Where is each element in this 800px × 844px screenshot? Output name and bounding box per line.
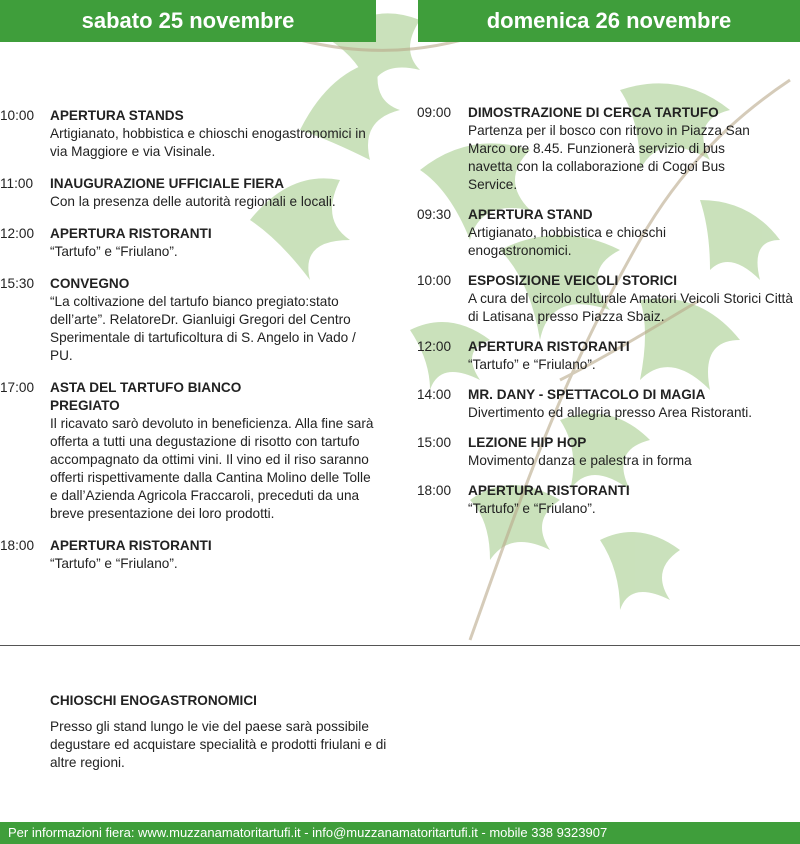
event-title: APERTURA RISTORANTI	[50, 538, 212, 553]
event-title: DIMOSTRAZIONE DI CERCA TARTUFO	[468, 105, 719, 120]
event-item	[417, 272, 800, 326]
event-description: “La coltivazione del tartufo bianco pregiato:stato dell’arte”. RelatoreDr. Gianluigi Gregori del Centro Sperimentale di tartuficoltura di S. Angelo in Vado / PU.	[50, 294, 356, 363]
event-time: 10:00	[417, 273, 452, 288]
event-description: Il ricavato sarò devoluto in beneficienza. Alla fine sarà offerta a tutti una degustazione di risotto con tartufo accompagnato da ottimi vini. Il vino ed il riso saranno offerti rispettivamente dalla Cantina Molino delle Tolle e dall’Azienda Agricola Fraccaroli, preceduti da una breve presentazione dei loro prodotti.	[50, 416, 374, 521]
event-time: 15:00	[417, 435, 452, 450]
sunday-schedule	[417, 104, 800, 518]
event-time: 15:30	[0, 276, 35, 291]
event-time: 09:00	[417, 105, 452, 120]
event-description: Artigianato, hobbistica e chioschi enogastronomici.	[468, 225, 666, 258]
event-description: Divertimento ed allegria presso Area Ristoranti.	[468, 405, 753, 420]
event-title: CONVEGNO	[50, 276, 130, 291]
event-time: 12:00	[417, 339, 452, 354]
event-item	[0, 537, 380, 573]
event-title: LEZIONE HIP HOP	[468, 435, 587, 450]
chioschi-section	[50, 692, 390, 772]
event-description: “Tartufo” e “Friulano”.	[50, 244, 178, 259]
event-description: Con la presenza delle autorità regionali e locali.	[50, 194, 336, 209]
event-description: A cura del circolo culturale Amatori Veicoli Storici Città di Latisana presso Piazza Sbaiz.	[468, 291, 793, 324]
event-title: APERTURA RISTORANTI	[468, 339, 630, 354]
saturday-schedule	[0, 107, 380, 573]
event-item	[0, 175, 380, 211]
event-item	[0, 379, 380, 523]
event-item	[417, 338, 800, 374]
footer-info-bar: Per informazioni fiera: www.muzzanamatoritartufi.it - info@muzzanamatoritartufi.it - mobile 338 9323907	[0, 822, 800, 844]
event-item	[417, 386, 800, 422]
event-description: Movimento danza e palestra in forma	[468, 453, 692, 468]
event-description: Artigianato, hobbistica e chioschi enogastronomici in via Maggiore e via Visinale.	[50, 126, 366, 159]
section-divider	[0, 645, 800, 646]
saturday-header: sabato 25 novembre	[0, 0, 376, 42]
sunday-header: domenica 26 novembre	[418, 0, 800, 42]
chioschi-title: CHIOSCHI ENOGASTRONOMICI	[50, 693, 257, 708]
event-title: APERTURA STANDS	[50, 108, 184, 123]
event-time: 11:00	[0, 176, 34, 191]
event-title: APERTURA RISTORANTI	[468, 483, 630, 498]
event-item	[0, 275, 380, 365]
event-item	[417, 104, 800, 194]
event-item	[417, 482, 800, 518]
event-item	[417, 206, 800, 260]
event-description: “Tartufo” e “Friulano”.	[468, 357, 596, 372]
event-title: ASTA DEL TARTUFO BIANCO PREGIATO	[50, 380, 242, 413]
chioschi-description: Presso gli stand lungo le vie del paese sarà possibile degustare ed acquistare specialità e prodotti friulani e di altre regioni.	[50, 719, 387, 770]
event-time: 18:00	[0, 538, 35, 553]
event-time: 18:00	[417, 483, 452, 498]
event-time: 09:30	[417, 207, 452, 222]
event-item	[0, 107, 380, 161]
event-time: 14:00	[417, 387, 452, 402]
event-time: 17:00	[0, 380, 35, 395]
event-title: APERTURA STAND	[468, 207, 593, 222]
event-time: 10:00	[0, 108, 35, 123]
event-description: Partenza per il bosco con ritrovo in Piazza San Marco ore 8.45. Funzionerà servizio di bus navetta con la collaborazione di Cogoi Bus Service.	[468, 123, 750, 192]
event-title: MR. DANY - SPETTACOLO DI MAGIA	[468, 387, 706, 402]
event-title: APERTURA RISTORANTI	[50, 226, 212, 241]
event-item	[0, 225, 380, 261]
event-title: ESPOSIZIONE VEICOLI STORICI	[468, 273, 677, 288]
event-description: “Tartufo” e “Friulano”.	[50, 556, 178, 571]
event-title: INAUGURAZIONE UFFICIALE FIERA	[50, 176, 285, 191]
event-description: “Tartufo” e “Friulano”.	[468, 501, 596, 516]
event-time: 12:00	[0, 226, 35, 241]
event-item	[417, 434, 800, 470]
